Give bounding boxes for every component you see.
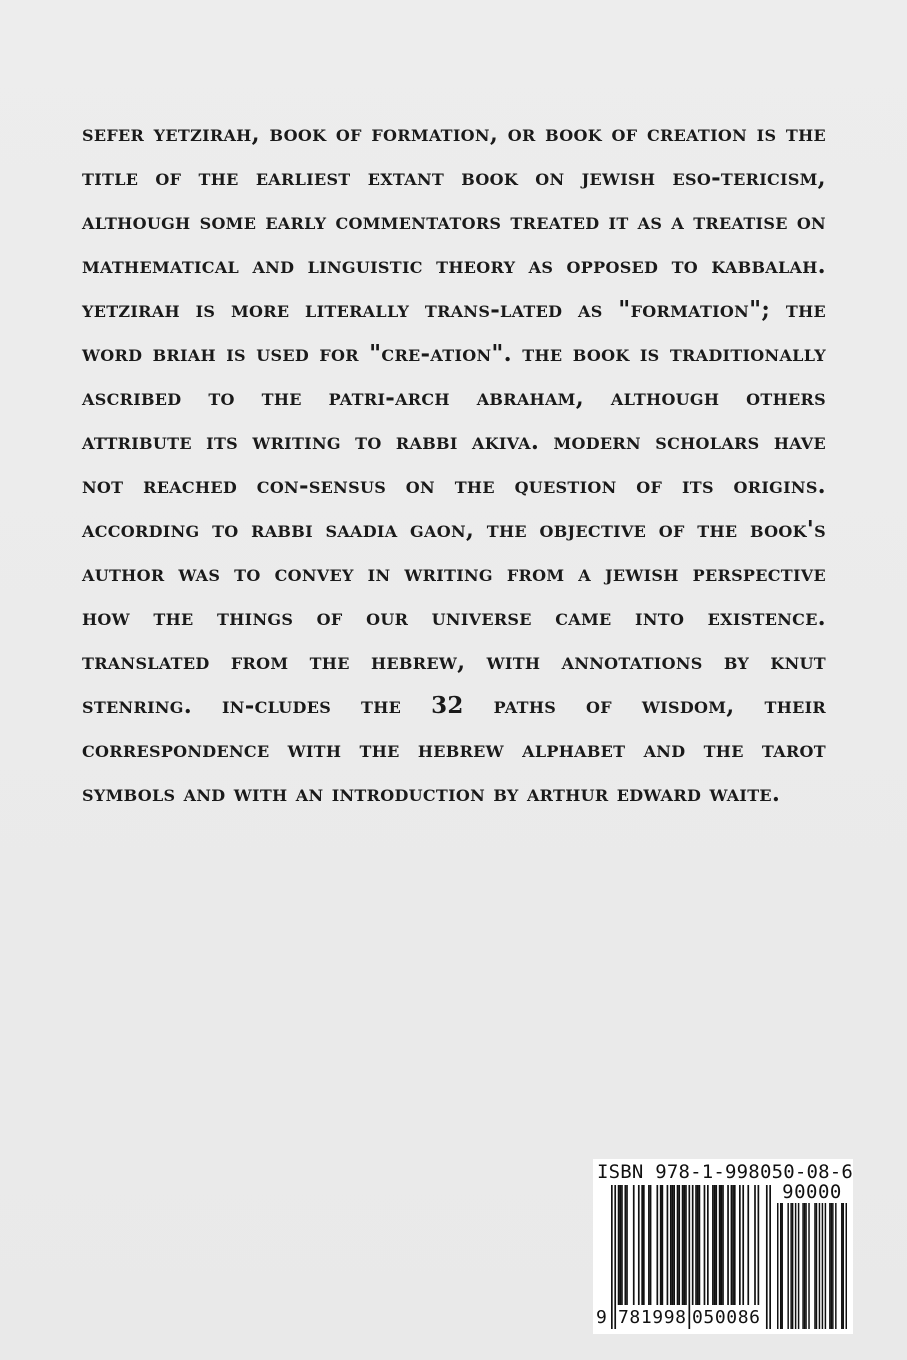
addon-bar <box>835 1203 836 1329</box>
isbn-label: ISBN 978-1-998050-08-6 <box>597 1161 854 1183</box>
barcode-bar <box>641 1185 643 1309</box>
barcode-bar <box>695 1185 697 1309</box>
barcode-bar <box>678 1185 680 1309</box>
barcode-bar <box>662 1185 664 1309</box>
barcode-bar <box>682 1185 684 1309</box>
addon-bar <box>819 1203 820 1329</box>
ean-left-group: 781998 <box>617 1305 688 1331</box>
addon-bar <box>795 1203 796 1329</box>
addon-bar <box>816 1203 817 1329</box>
barcode-bar <box>624 1185 626 1309</box>
ean-right-group: 050086 <box>691 1305 762 1331</box>
barcode-bar <box>619 1185 621 1309</box>
book-description: sefer yetzirah, book of formation, or book of creation is the title of the earliest extant book on jewish eso-tericism, although some early commentators treated it as a treatise on mathematical and linguistic theory as opposed to kabbalah. yetzirah is more literally trans-lated as "formation"; the word briah is used for "cre-ation". the book is traditionally ascribed to the patri-arch abraham, although others attribute its writing to rabbi akiva. modern scholars have not reached con-sensus on the question of its origins. according to rabbi saadia gaon, the objective of the book's author was to convey in writing from a jewish perspective how the things of our universe came into existence. translated from the hebrew, with annotations by knut stenring. in-cludes the 32 paths of wisdom, their correspondence with the hebrew alphabet and the tarot symbols and with an introduction by arthur edward waite. <box>82 120 826 807</box>
barcode-bar <box>699 1185 701 1309</box>
barcode-bar <box>697 1185 699 1309</box>
barcode-bar <box>656 1185 658 1309</box>
barcode-bar <box>739 1185 741 1309</box>
barcode-bar <box>719 1185 721 1309</box>
barcode-bar <box>758 1185 760 1309</box>
barcode-bar <box>683 1185 685 1309</box>
addon-bar <box>790 1203 791 1329</box>
addon-bar <box>802 1203 803 1329</box>
barcode-bar <box>754 1185 756 1309</box>
addon-bar <box>822 1203 823 1329</box>
barcode-bar <box>677 1185 679 1309</box>
barcode-bar <box>672 1185 674 1309</box>
addon-bar <box>832 1203 833 1329</box>
barcode-bar <box>720 1185 722 1309</box>
isbn-barcode <box>593 1159 853 1334</box>
price-addon-bars <box>777 1203 847 1329</box>
addon-bar <box>805 1203 806 1329</box>
price-addon-label: 90000 <box>782 1181 842 1203</box>
ean-digits <box>593 1305 773 1331</box>
addon-bar <box>792 1203 793 1329</box>
barcode-bar <box>685 1185 687 1309</box>
barcode-bar <box>732 1185 734 1309</box>
addon-bar <box>780 1203 781 1329</box>
barcode-bar <box>714 1185 716 1309</box>
ean-first-digit: 9 <box>595 1305 608 1331</box>
barcode-bar <box>731 1185 733 1309</box>
barcode-bar <box>747 1185 749 1309</box>
barcode-bar <box>722 1185 724 1309</box>
addon-bar <box>829 1203 830 1329</box>
barcode-bar <box>727 1185 729 1309</box>
barcode-bar <box>715 1185 717 1309</box>
addon-bar <box>798 1203 799 1329</box>
barcode-bar <box>650 1185 652 1309</box>
barcode-bar <box>621 1185 623 1309</box>
barcode-bar <box>626 1185 628 1309</box>
addon-bar <box>814 1203 815 1329</box>
barcode-bar <box>648 1185 650 1309</box>
addon-bar <box>841 1203 842 1329</box>
addon-bar <box>787 1203 788 1329</box>
barcode-bar <box>707 1185 709 1309</box>
addon-bar <box>808 1203 809 1329</box>
barcode-bar <box>618 1185 620 1309</box>
barcode-bar <box>734 1185 736 1309</box>
addon-bar <box>846 1203 847 1329</box>
barcode-bar <box>712 1185 714 1309</box>
barcode-bar <box>633 1185 635 1309</box>
addon-bar <box>831 1203 832 1329</box>
addon-bar <box>825 1203 826 1329</box>
barcode-bar <box>673 1185 675 1309</box>
addon-bar <box>843 1203 844 1329</box>
barcode-bar <box>670 1185 672 1309</box>
addon-bar <box>804 1203 805 1329</box>
addon-bar <box>777 1203 778 1329</box>
barcode-bar <box>660 1185 662 1309</box>
barcode-bar <box>742 1185 744 1309</box>
addon-bar <box>781 1203 782 1329</box>
barcode-bar <box>643 1185 645 1309</box>
barcode-bar <box>667 1185 669 1309</box>
barcode-bar <box>704 1185 706 1309</box>
barcode-bar <box>638 1185 640 1309</box>
